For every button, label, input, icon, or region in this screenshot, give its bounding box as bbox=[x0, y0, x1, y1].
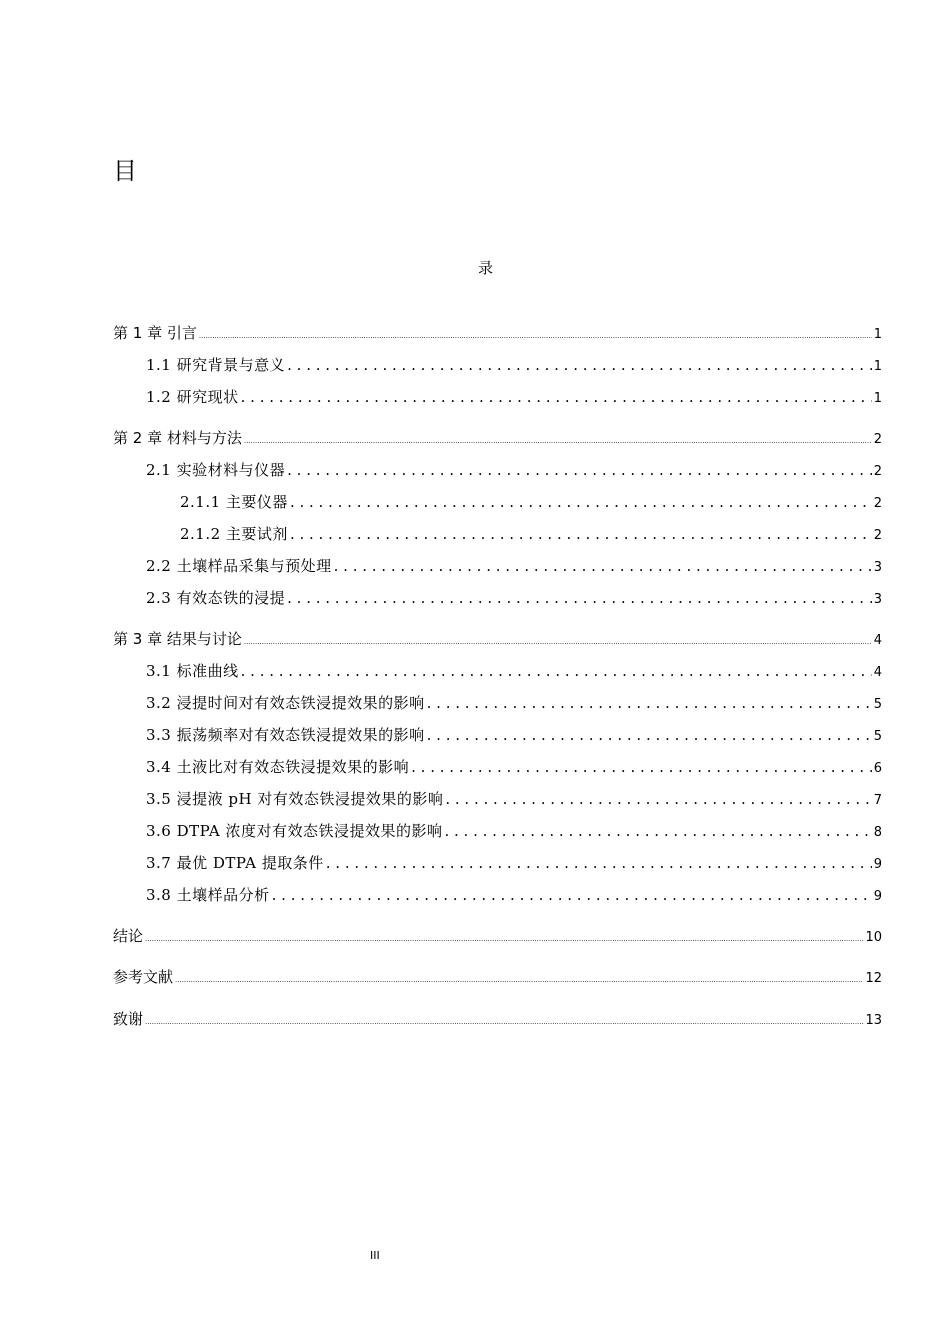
toc-entry[interactable] bbox=[146, 661, 882, 681]
toc-entry-page: 13 bbox=[865, 1013, 882, 1028]
toc-entry-page: 6 bbox=[873, 761, 882, 776]
toc-entry[interactable] bbox=[146, 885, 882, 905]
page-number: III bbox=[370, 1249, 380, 1262]
toc-entry-page: 12 bbox=[865, 971, 882, 986]
toc-entry-page: 1 bbox=[873, 359, 882, 374]
toc-entry-label: 参考文献 bbox=[113, 968, 174, 986]
toc-entry-label: 致谢 bbox=[113, 1010, 144, 1028]
toc-entry-page: 2 bbox=[873, 496, 882, 511]
toc-dot-leader bbox=[244, 629, 872, 652]
toc-dot-leader bbox=[287, 588, 872, 608]
toc-entry-page: 10 bbox=[865, 930, 882, 945]
toc-entry-page: 2 bbox=[873, 464, 882, 479]
toc-entry-label: 3.3 振荡频率对有效态铁浸提效果的影响 bbox=[146, 726, 425, 744]
toc-entry-label: 3.5 浸提液 pH 对有效态铁浸提效果的影响 bbox=[146, 790, 444, 808]
toc-entry[interactable] bbox=[113, 926, 882, 946]
toc-dot-leader bbox=[290, 492, 872, 512]
toc-dot-leader bbox=[287, 460, 872, 480]
toc-entry-page: 5 bbox=[873, 697, 882, 712]
toc-dot-leader bbox=[244, 428, 872, 451]
toc-entry-page: 1 bbox=[873, 391, 882, 406]
toc-entry[interactable] bbox=[146, 853, 882, 873]
toc-entry-label: 3.7 最优 DTPA 提取条件 bbox=[146, 854, 324, 872]
toc-entry[interactable] bbox=[146, 355, 882, 375]
toc-entry[interactable] bbox=[180, 524, 882, 544]
toc-dot-leader bbox=[145, 1009, 863, 1032]
toc-dot-leader bbox=[445, 789, 871, 809]
toc-dot-leader bbox=[334, 556, 872, 576]
toc-title-first-char: 目 bbox=[113, 157, 137, 185]
toc-entry[interactable] bbox=[146, 387, 882, 407]
toc-entry[interactable] bbox=[146, 725, 882, 745]
toc-dot-leader bbox=[287, 355, 872, 375]
toc-entry-page: 2 bbox=[873, 432, 882, 447]
toc-entry[interactable] bbox=[113, 967, 882, 987]
toc-entry-label: 第 3 章 结果与讨论 bbox=[113, 630, 242, 648]
toc-entry[interactable] bbox=[146, 588, 882, 608]
toc-entry[interactable] bbox=[113, 1009, 882, 1029]
toc-entry-label: 2.3 有效态铁的浸提 bbox=[146, 589, 286, 607]
toc-entry-page: 5 bbox=[873, 729, 882, 744]
toc-entry-label: 3.1 标准曲线 bbox=[146, 662, 239, 680]
toc-entry-label: 第 2 章 材料与方法 bbox=[113, 429, 242, 447]
toc-entry[interactable] bbox=[113, 629, 882, 649]
toc-entry-label: 结论 bbox=[113, 927, 144, 945]
toc-dot-leader bbox=[326, 853, 872, 873]
toc-entry[interactable] bbox=[146, 460, 882, 480]
toc-entry-label: 1.1 研究背景与意义 bbox=[146, 356, 286, 374]
toc-entry-page: 4 bbox=[873, 665, 882, 680]
toc-entry-page: 9 bbox=[873, 889, 882, 904]
toc-entry-label: 第 1 章 引言 bbox=[113, 324, 197, 342]
toc-dot-leader bbox=[145, 926, 863, 949]
toc-entry[interactable] bbox=[146, 693, 882, 713]
toc-entry[interactable] bbox=[146, 556, 882, 576]
toc-entry-page: 4 bbox=[873, 633, 882, 648]
toc-entry[interactable] bbox=[113, 428, 882, 448]
toc-entry-page: 8 bbox=[873, 825, 882, 840]
toc-entry-label: 3.2 浸提时间对有效态铁浸提效果的影响 bbox=[146, 694, 425, 712]
toc-entry[interactable] bbox=[146, 789, 882, 809]
toc-entry[interactable] bbox=[113, 323, 882, 343]
toc-entry-page: 7 bbox=[873, 793, 882, 808]
toc-dot-leader bbox=[199, 323, 872, 346]
toc-entry-page: 3 bbox=[873, 560, 882, 575]
toc-entry-page: 9 bbox=[873, 857, 882, 872]
toc-entry-page: 2 bbox=[873, 528, 882, 543]
toc-entry-page: 3 bbox=[873, 592, 882, 607]
toc-dot-leader bbox=[427, 693, 872, 713]
toc-dot-leader bbox=[411, 757, 872, 777]
toc-entry-label: 3.8 土壤样品分析 bbox=[146, 886, 270, 904]
toc-dot-leader bbox=[290, 524, 872, 544]
toc-entry-label: 3.6 DTPA 浓度对有效态铁浸提效果的影响 bbox=[146, 822, 443, 840]
toc-dot-leader bbox=[241, 387, 872, 407]
toc-entry[interactable] bbox=[146, 757, 882, 777]
toc-entry[interactable] bbox=[180, 492, 882, 512]
toc-entry[interactable] bbox=[146, 821, 882, 841]
toc-dot-leader bbox=[427, 725, 872, 745]
toc-entry-label: 2.1.2 主要试剂 bbox=[180, 525, 288, 543]
toc-entry-label: 2.1 实验材料与仪器 bbox=[146, 461, 286, 479]
toc-entry-label: 2.2 土壤样品采集与预处理 bbox=[146, 557, 332, 575]
toc-title-second-char: 录 bbox=[478, 259, 494, 277]
toc-entry-label: 2.1.1 主要仪器 bbox=[180, 493, 288, 511]
toc-entry-label: 3.4 土液比对有效态铁浸提效果的影响 bbox=[146, 758, 410, 776]
toc-dot-leader bbox=[175, 967, 863, 990]
toc-dot-leader bbox=[272, 885, 872, 905]
toc-entry-label: 1.2 研究现状 bbox=[146, 388, 239, 406]
toc-dot-leader bbox=[241, 661, 872, 681]
toc-dot-leader bbox=[444, 821, 871, 841]
toc-entry-page: 1 bbox=[873, 327, 882, 342]
